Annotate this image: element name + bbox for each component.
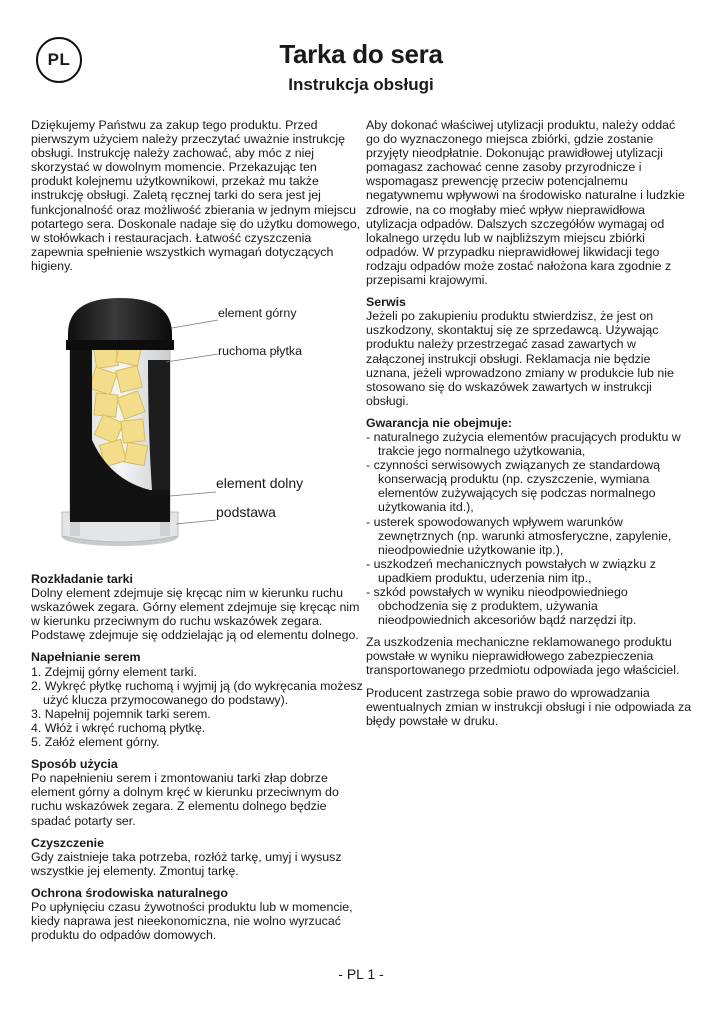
transport-text: Za uszkodzenia mechaniczne reklamowanego produktu powstałe w wyniku nieprawidłowego zabezpieczenia transportowanego przedmiotu odpowiada jego właściciel.	[366, 635, 680, 678]
filling-heading: Napełnianie serem	[31, 650, 141, 665]
service-heading: Serwis	[366, 295, 406, 310]
left-instructions	[31, 572, 363, 950]
list-item: 5. Załóż element górny.	[31, 735, 160, 750]
disassembly-heading: Rozkładanie tarki	[31, 572, 133, 586]
label-bottom-element: element dolny	[216, 475, 304, 491]
environment-heading: Ochrona środowiska naturalnego	[31, 885, 228, 900]
page-number: - PL 1 -	[338, 966, 384, 982]
product-figure	[40, 290, 340, 560]
cheese-grater-illustration	[40, 290, 340, 560]
list-item: 4. Włóż i wkręć ruchomą płytkę.	[31, 720, 206, 735]
cleaning-heading: Czyszczenie	[31, 835, 105, 850]
service-text: Jeżeli po zakupieniu produktu stwierdzisz, że jest on uszkodzony, skontaktuj się ze sprzedawcą. Używając produktu należy przestrzegać zasad zawartych w załączonej instrukcji obsługi. Reklamacja nie będzie uznana, jeżeli wprowadzono zmiany w produkcie lub nie stosowano się do wskazówek zawartych w instrukcji obsługi.	[366, 309, 674, 408]
list-item: - uszkodzeń mechanicznych powstałych w związku z upadkiem produktu, uderzenia nim itp.,	[366, 556, 656, 585]
warranty-heading: Gwarancja nie obejmuje:	[366, 415, 512, 430]
warranty-list	[366, 430, 692, 627]
page-subtitle: Instrukcja obsługi	[288, 75, 434, 94]
label-base: podstawa	[216, 504, 276, 520]
changes-text: Producent zastrzega sobie prawo do wprowadzania ewentualnych zmian w instrukcji obsługi i nie odpowiada za błędy powstałe w druku.	[366, 685, 692, 728]
label-top-element: element górny	[218, 306, 297, 320]
usage-heading: Sposób użycia	[31, 757, 118, 772]
cleaning-text: Gdy zaistnieje taka potrzeba, rozłóż tarkę, umyj i wysusz wszystkie jej elementy. Zmontuj tarkę.	[31, 849, 342, 878]
page-title: Tarka do sera	[279, 39, 443, 69]
list-item: 3. Napełnij pojemnik tarki serem.	[31, 706, 211, 721]
list-item: - usterek spowodowanych wpływem warunków zewnętrznych (np. warunki atmosferyczne, zapylenie, nieodpowiednie użytkowanie itp.),	[366, 514, 672, 557]
disposal-text: Aby dokonać właściwej utylizacji produktu, należy oddać go do wyznaczonego miejsca zbiórki, gdzie zostanie przyjęty nieodpłatnie. Dokonując prawidłowej utylizacji pomagasz zachować cenne zasoby przyrodnicze i wspomagasz prewencję przeciw potencjalnemu negatywnemu wpływowi na środowisko naturalne i ludzkie zdrowie, na co mogłaby mieć wpływ nieprawidłowa utylizacja odpadów. Dalszych szczegółów wymagaj od lokalnego urzędu lub w najbliższym miejscu zbiórki odpadów. W przypadku nieprawidłowej likwidacji tego rodzaju odpadów może zostać nałożona kara zgodnie z przepisami krajowymi.	[366, 118, 685, 288]
list-item: - szkód powstałych w wyniku nieodpowiedniego obchodzenia się z produktem, używania nieodpowiednich akcesoriów bądź narzędzi itp.	[366, 585, 637, 628]
language-badge: PL	[36, 37, 82, 83]
usage-text: Po napełnieniu serem i zmontowaniu tarki złap dobrze element górny a dolnym kręć w kierunku przeciwnym do ruchu wskazówek zegara. Z elementu dolnego będzie spadać potarty ser.	[31, 771, 339, 828]
environment-text: Po upłynięciu czasu żywotności produktu lub w momencie, kiedy naprawa jest nieekonomiczna, nie wolno wyrzucać produktu do odpadów domowych.	[31, 899, 353, 943]
right-column	[366, 118, 692, 736]
intro-text: Dziękujemy Państwu za zakup tego produktu. Przed pierwszym użyciem należy przeczytać uważnie instrukcję obsługi. Instrukcję należy zachować, aby móc z niej skorzystać w dowolnym momencie. Przekazując ten produkt kolejnemu użytkownikowi, przekaż mu także instrukcję obsługi. Zaletą ręcznej tarki do sera jest jej funkcjonalność oraz możliwość zbierania w jednym miejscu potartego sera. Doskonale nadaje się do użytku domowego, w stołówkach i restauracjach. Łatwość czyszczenia zapewnia spełnienie wszystkich wymagań dotyczących higieny.	[31, 118, 361, 273]
list-item: - czynności serwisowych związanych ze standardową konserwacją produktu (np. czyszczenie, wymiana elementów zużywających się podczas normalnego użytkowania itd.),	[366, 458, 661, 515]
list-item: 1. Zdejmij górny element tarki.	[31, 664, 197, 679]
list-item: - naturalnego zużycia elementów pracujących produktu w trakcie jego normalnego użytkowania,	[366, 429, 681, 459]
intro-section	[31, 118, 361, 281]
label-moving-plate: ruchoma płytka	[218, 344, 303, 358]
filling-list	[31, 665, 363, 750]
disassembly-text: Dolny element zdejmuje się kręcąc nim w kierunku ruchu wskazówek zegara. Górny element zdejmuje się kręcąc nim w kierunku przeciwnym do ruchu wskazówek zegara. Podstawę zdejmuje się oddzielając ją od elementu dolnego.	[31, 586, 360, 643]
list-item: 2. Wykręć płytkę ruchomą i wyjmij ją (do wykręcania możesz użyć klucza przymocowanego do podstawy).	[31, 678, 363, 707]
